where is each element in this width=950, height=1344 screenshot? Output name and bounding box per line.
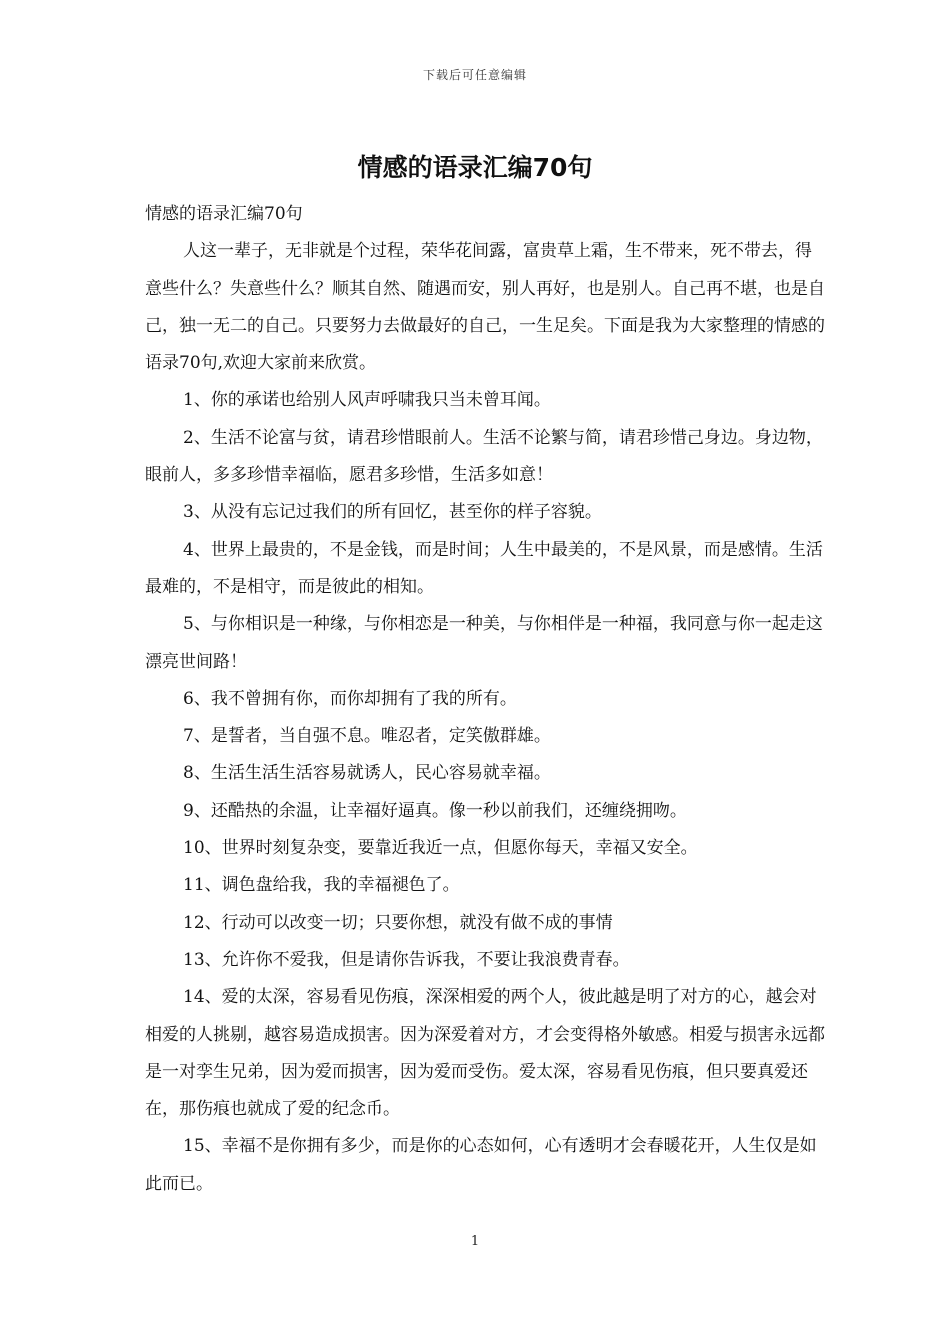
header-note: 下载后可任意编辑 xyxy=(422,68,527,82)
quote-paragraph: 3、从没有忘记过我们的所有回忆，甚至你的样子容貌。 xyxy=(183,502,602,523)
quote-paragraph: 5、与你相识是一种缘，与你相恋是一种美，与你相伴是一种福，我同意与你一起走这漂亮世间路！ xyxy=(145,614,823,672)
page-number: 1 xyxy=(470,1234,480,1249)
quote-paragraph: 14、爱的太深，容易看见伤痕，深深相爱的两个人，彼此越是明了对方的心，越会对相爱的人挑剔，越容易造成损害。因为深爱着对方，才会变得格外敏感。相爱与损害永远都是一对孪生兄弟，因为爱而损害，因为爱而受伤。爱太深，容易看见伤痕，但只要真爱还在，那伤痕也就成了爱的纪念币。 xyxy=(145,987,825,1120)
quote-paragraph: 15、幸福不是你拥有多少，而是你的心态如何，心有透明才会春暖花开，人生仅是如此而已。 xyxy=(145,1136,817,1194)
quote-paragraph: 6、我不曾拥有你，而你却拥有了我的所有。 xyxy=(183,688,517,709)
quote-paragraph: 10、世界时刻复杂变，要靠近我近一点，但愿你每天，幸福又安全。 xyxy=(183,838,698,859)
quote-paragraph: 7、是誓者，当自强不息。唯忍者，定笑傲群雄。 xyxy=(183,726,551,747)
quote-paragraph: 2、生活不论富与贫，请君珍惜眼前人。生活不论繁与简，请君珍惜己身边。身边物，眼前人，多多珍惜幸福临，愿君多珍惜，生活多如意！ xyxy=(145,427,823,486)
quote-paragraph: 8、生活生活生活容易就诱人，民心容易就幸福。 xyxy=(183,763,551,784)
quote-paragraph: 13、允许你不爱我，但是请你告诉我，不要让我浪费青春。 xyxy=(183,949,630,970)
quote-paragraph: 9、还酷热的余温，让幸福好逼真。像一秒以前我们，还缠绕拥吻。 xyxy=(183,800,687,821)
document-subtitle: 情感的语录汇编70句 xyxy=(145,204,303,224)
quote-paragraph: 11、调色盘给我，我的幸福褪色了。 xyxy=(183,875,460,896)
quote-paragraph: 12、行动可以改变一切；只要你想，就没有做不成的事情 xyxy=(183,912,613,933)
intro-paragraph: 人这一辈子，无非就是个过程，荣华花间露，富贵草上霜，生不带来，死不带去，得意些什么？失意些什么？顺其自然、随遇而安，别人再好，也是别人。自己再不堪，也是自己，独一无二的自己。只要努力去做最好的自己，一生足矣。下面是我为大家整理的情感的语录70句,欢迎大家前来欣赏。 xyxy=(145,241,825,374)
quote-paragraph: 1、你的承诺也给别人风声呼啸我只当未曾耳闻。 xyxy=(183,390,551,411)
document-title: 情感的语录汇编70句 xyxy=(357,153,593,182)
document-body xyxy=(145,196,825,1203)
quote-paragraph: 4、世界上最贵的，不是金钱，而是时间；人生中最美的，不是风景，而是感情。生活最难的，不是相守，而是彼此的相知。 xyxy=(145,539,823,597)
